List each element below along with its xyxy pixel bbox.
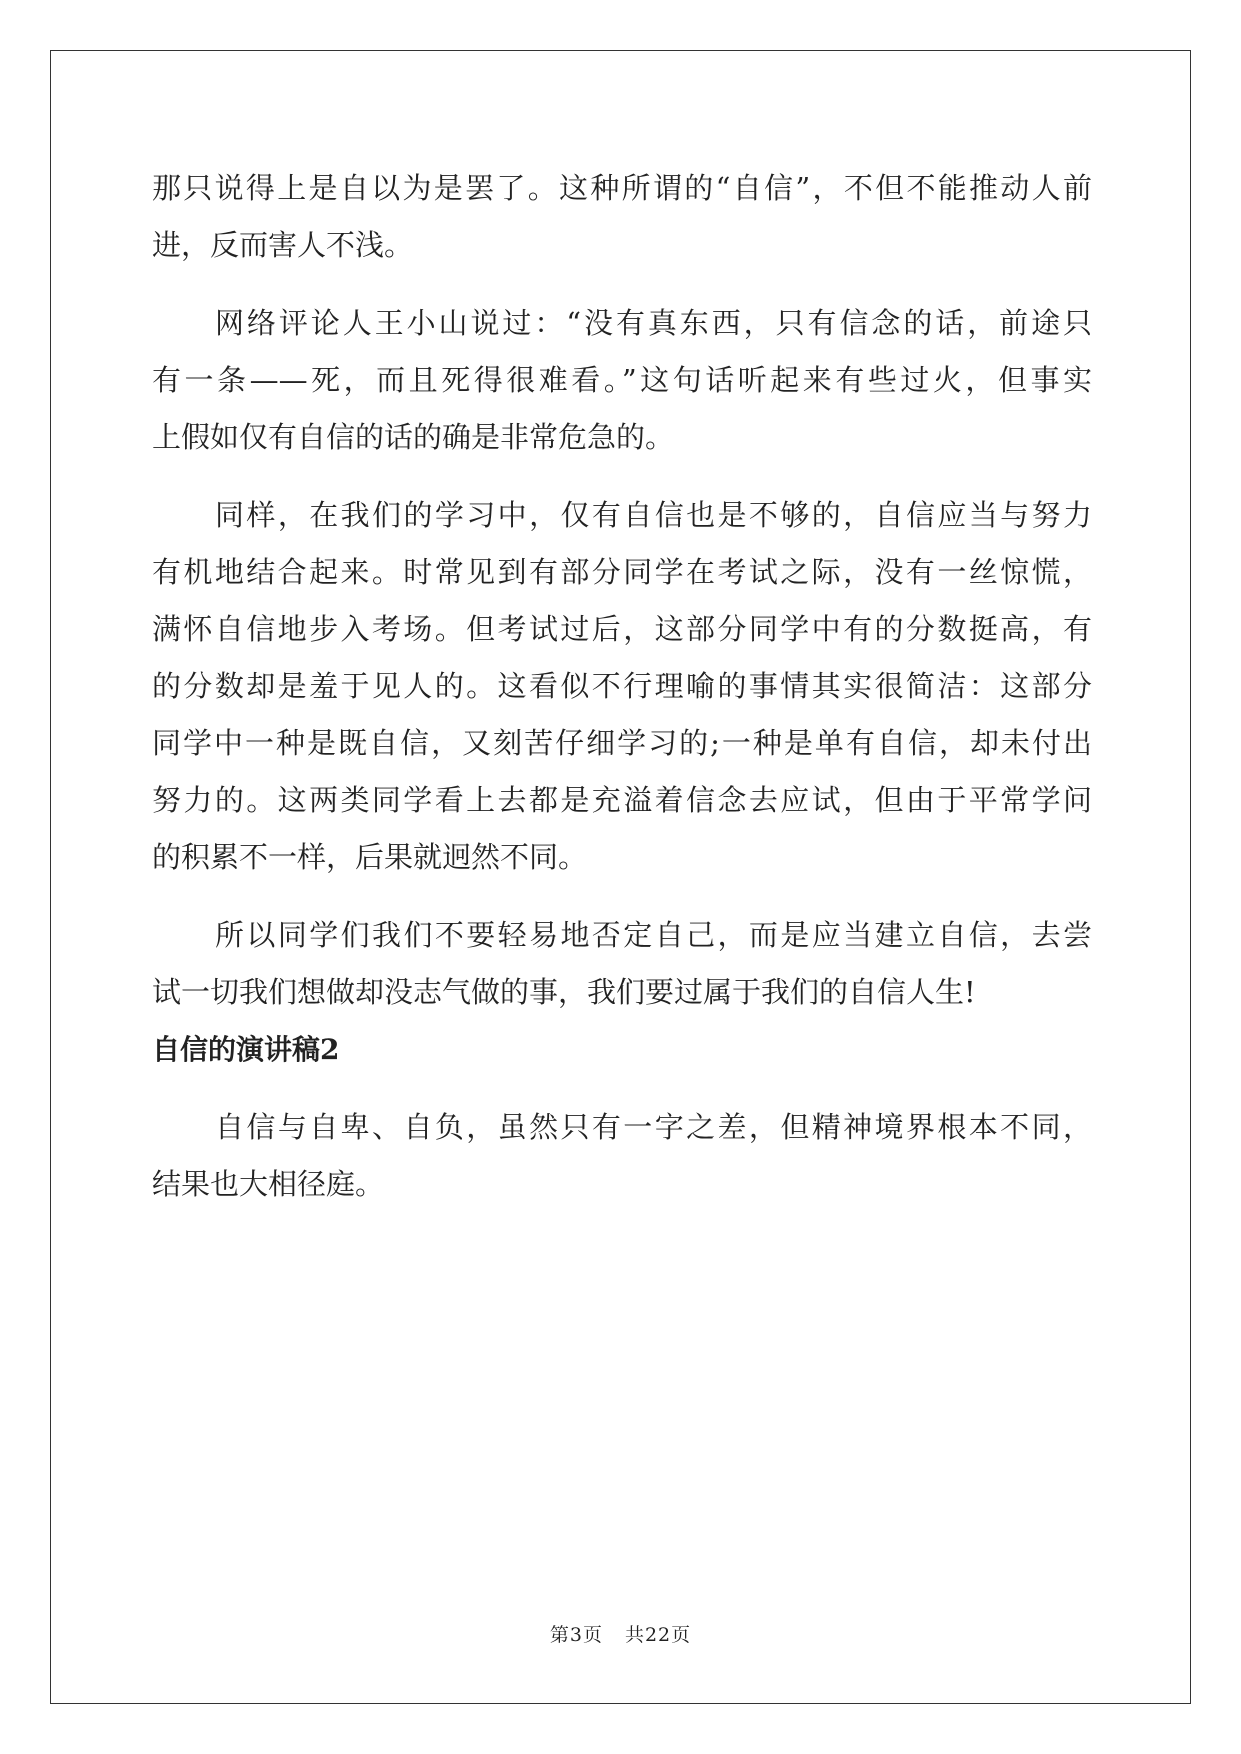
text-line: 进，反而害人不浅。 — [152, 228, 414, 262]
text-line: 的积累不一样，后果就迥然不同。 — [152, 840, 588, 874]
text-line: 所以同学们我们不要轻易地否定自己，而是应当建立自信，去尝 — [215, 918, 1092, 952]
text-line: 结果也大相径庭。 — [152, 1167, 385, 1201]
text-line: 有一条——死，而且死得很难看。”这句话听起来有些过火，但事实 — [152, 363, 1092, 397]
text-line: 有机地结合起来。时常见到有部分同学在考试之际，没有一丝惊慌， — [152, 555, 1092, 589]
paragraph-4 — [152, 907, 1092, 1021]
text-line: 自信与自卑、自负，虽然只有一字之差，但精神境界根本不同， — [215, 1110, 1092, 1144]
document-body — [152, 160, 1092, 1213]
section-heading: 自信的演讲稿2 — [152, 1033, 340, 1066]
page-footer — [0, 1620, 1241, 1647]
text-line: 网络评论人王小山说过：“没有真东西，只有信念的话，前途只 — [215, 306, 1092, 340]
paragraph-1 — [152, 160, 1092, 274]
text-line: 同样，在我们的学习中，仅有自信也是不够的，自信应当与努力 — [215, 498, 1092, 532]
text-line: 努力的。这两类同学看上去都是充溢着信念去应试，但由于平常学问 — [152, 783, 1092, 817]
page-number: 第3页 — [549, 1624, 603, 1646]
paragraph-3 — [152, 487, 1092, 886]
text-line: 上假如仅有自信的话的确是非常危急的。 — [152, 420, 675, 454]
text-line: 满怀自信地步入考场。但考试过后，这部分同学中有的分数挺高，有 — [152, 612, 1092, 646]
section-paragraph — [152, 1099, 1092, 1213]
text-line: 的分数却是羞于见人的。这看似不行理喻的事情其实很简洁：这部分 — [152, 669, 1092, 703]
paragraph-2 — [152, 295, 1092, 466]
text-line: 同学中一种是既自信，又刻苦仔细学习的;一种是单有自信，却未付出 — [152, 726, 1092, 760]
text-line: 那只说得上是自以为是罢了。这种所谓的“自信”，不但不能推动人前 — [152, 171, 1092, 205]
page-total: 共22页 — [624, 1624, 692, 1646]
text-line: 试一切我们想做却没志气做的事，我们要过属于我们的自信人生! — [152, 975, 976, 1009]
